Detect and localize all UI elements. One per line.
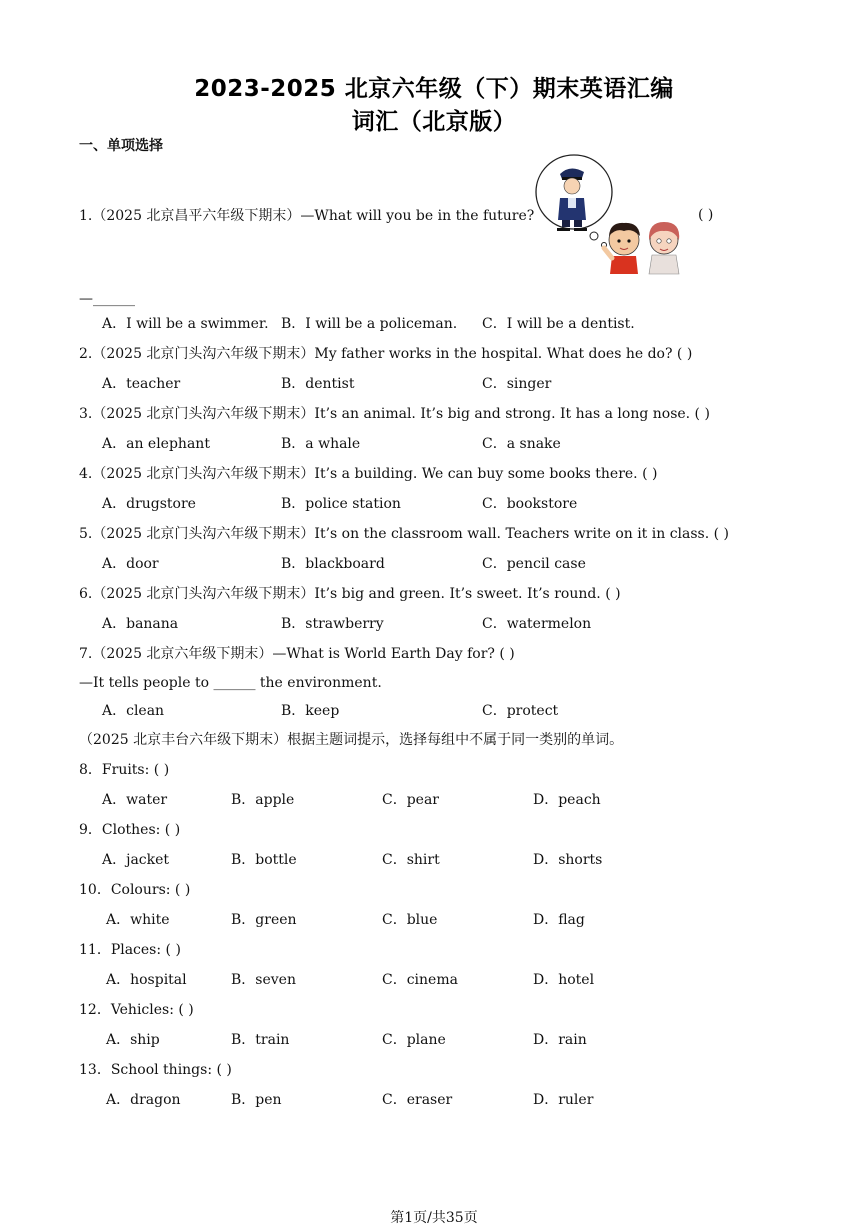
group-instruction: （2025 北京丰台六年级下期末）根据主题词提示，选择每组中不属于同一类别的单词。	[79, 732, 624, 748]
question-10-stem: 10．Colours: ( )	[79, 882, 191, 898]
question-3-option-c[interactable]: C．a snake	[482, 436, 561, 452]
question-9-option-a[interactable]: A．jacket	[102, 852, 170, 868]
question-7-line2: —It tells people to ______ the environment.	[79, 675, 382, 691]
question-12-option-c[interactable]: C．plane	[382, 1032, 446, 1048]
question-13-option-d[interactable]: D．ruler	[533, 1092, 594, 1108]
question-1-option-c[interactable]: C．I will be a dentist.	[482, 316, 635, 332]
question-3-stem: 3.（2025 北京门头沟六年级下期末）It’s an animal. It’s big and strong. It has a long nose. ( )	[79, 406, 710, 422]
question-9-option-c[interactable]: C．shirt	[382, 852, 440, 868]
question-2-option-a[interactable]: A．teacher	[102, 376, 181, 392]
question-12-option-d[interactable]: D．rain	[533, 1032, 587, 1048]
question-11-option-a[interactable]: A．hospital	[106, 972, 187, 988]
question-8-option-b[interactable]: B．apple	[231, 792, 295, 808]
question-8-option-d[interactable]: D．peach	[533, 792, 601, 808]
page-number-footer: 第1页/共35页	[390, 1210, 478, 1226]
question-10-option-b[interactable]: B．green	[231, 912, 297, 928]
question-6-option-b[interactable]: B．strawberry	[281, 616, 384, 632]
question-1-stem: 1.（2025 北京昌平六年级下期末）—What will you be in the future?	[79, 208, 535, 224]
question-12-stem: 12．Vehicles: ( )	[79, 1002, 194, 1018]
question-1-answer-paren: ( )	[698, 207, 714, 223]
question-1-answer-blank: —______	[79, 291, 135, 307]
question-9-stem: 9．Clothes: ( )	[79, 822, 181, 838]
question-2-option-b[interactable]: B．dentist	[281, 376, 355, 392]
question-11-option-c[interactable]: C．cinema	[382, 972, 458, 988]
question-8-option-a[interactable]: A．water	[102, 792, 168, 808]
question-8-stem: 8．Fruits: ( )	[79, 762, 170, 778]
question-11-option-b[interactable]: B．seven	[231, 972, 296, 988]
question-13-option-a[interactable]: A．dragon	[106, 1092, 181, 1108]
question-12-option-b[interactable]: B．train	[231, 1032, 290, 1048]
question-2-option-c[interactable]: C．singer	[482, 376, 552, 392]
question-5-option-a[interactable]: A．door	[102, 556, 159, 572]
question-9-option-d[interactable]: D．shorts	[533, 852, 603, 868]
question-11-stem: 11．Places: ( )	[79, 942, 181, 958]
document-title-line2: 词汇（北京版）	[351, 109, 517, 135]
question-13-stem: 13．School things: ( )	[79, 1062, 232, 1078]
question-8-option-c[interactable]: C．pear	[382, 792, 439, 808]
document-title-line1: 2023-2025 北京六年级（下）期末英语汇编	[194, 76, 674, 102]
question-4-option-b[interactable]: B．police station	[281, 496, 401, 512]
question-4-stem: 4.（2025 北京门头沟六年级下期末）It’s a building. We can buy some books there. ( )	[79, 466, 658, 482]
question-5-option-c[interactable]: C．pencil case	[482, 556, 586, 572]
question-7-option-c[interactable]: C．protect	[482, 703, 559, 719]
question-13-option-b[interactable]: B．pen	[231, 1092, 282, 1108]
question-12-option-a[interactable]: A．ship	[106, 1032, 160, 1048]
question-7-option-a[interactable]: A．clean	[102, 703, 165, 719]
question-10-option-c[interactable]: C．blue	[382, 912, 438, 928]
question-11-option-d[interactable]: D．hotel	[533, 972, 595, 988]
question-4-option-a[interactable]: A．drugstore	[102, 496, 196, 512]
question-7-option-b[interactable]: B．keep	[281, 703, 340, 719]
section-heading: 一、单项选择	[79, 138, 163, 154]
question-3-option-a[interactable]: A．an elephant	[102, 436, 210, 452]
question-9-option-b[interactable]: B．bottle	[231, 852, 297, 868]
question-4-option-c[interactable]: C．bookstore	[482, 496, 578, 512]
question-6-stem: 6.（2025 北京门头沟六年级下期末）It’s big and green. It’s sweet. It’s round. ( )	[79, 586, 621, 602]
question-3-option-b[interactable]: B．a whale	[281, 436, 361, 452]
question-2-stem: 2.（2025 北京门头沟六年级下期末）My father works in the hospital. What does he do? ( )	[79, 346, 693, 362]
question-10-option-d[interactable]: D．flag	[533, 912, 585, 928]
policeman-thought-bubble-with-two-children-icon	[524, 152, 689, 277]
question-5-stem: 5.（2025 北京门头沟六年级下期末）It’s on the classroom wall. Teachers write on it in class. ( )	[79, 526, 730, 542]
question-13-option-c[interactable]: C．eraser	[382, 1092, 453, 1108]
question-6-option-a[interactable]: A．banana	[102, 616, 179, 632]
question-6-option-c[interactable]: C．watermelon	[482, 616, 592, 632]
question-5-option-b[interactable]: B．blackboard	[281, 556, 385, 572]
question-10-option-a[interactable]: A．white	[106, 912, 170, 928]
question-7-stem: 7.（2025 北京六年级下期末）—What is World Earth Day for? ( )	[79, 646, 515, 662]
question-1-option-b[interactable]: B．I will be a policeman.	[281, 316, 458, 332]
question-1-option-a[interactable]: A．I will be a swimmer.	[102, 316, 269, 332]
